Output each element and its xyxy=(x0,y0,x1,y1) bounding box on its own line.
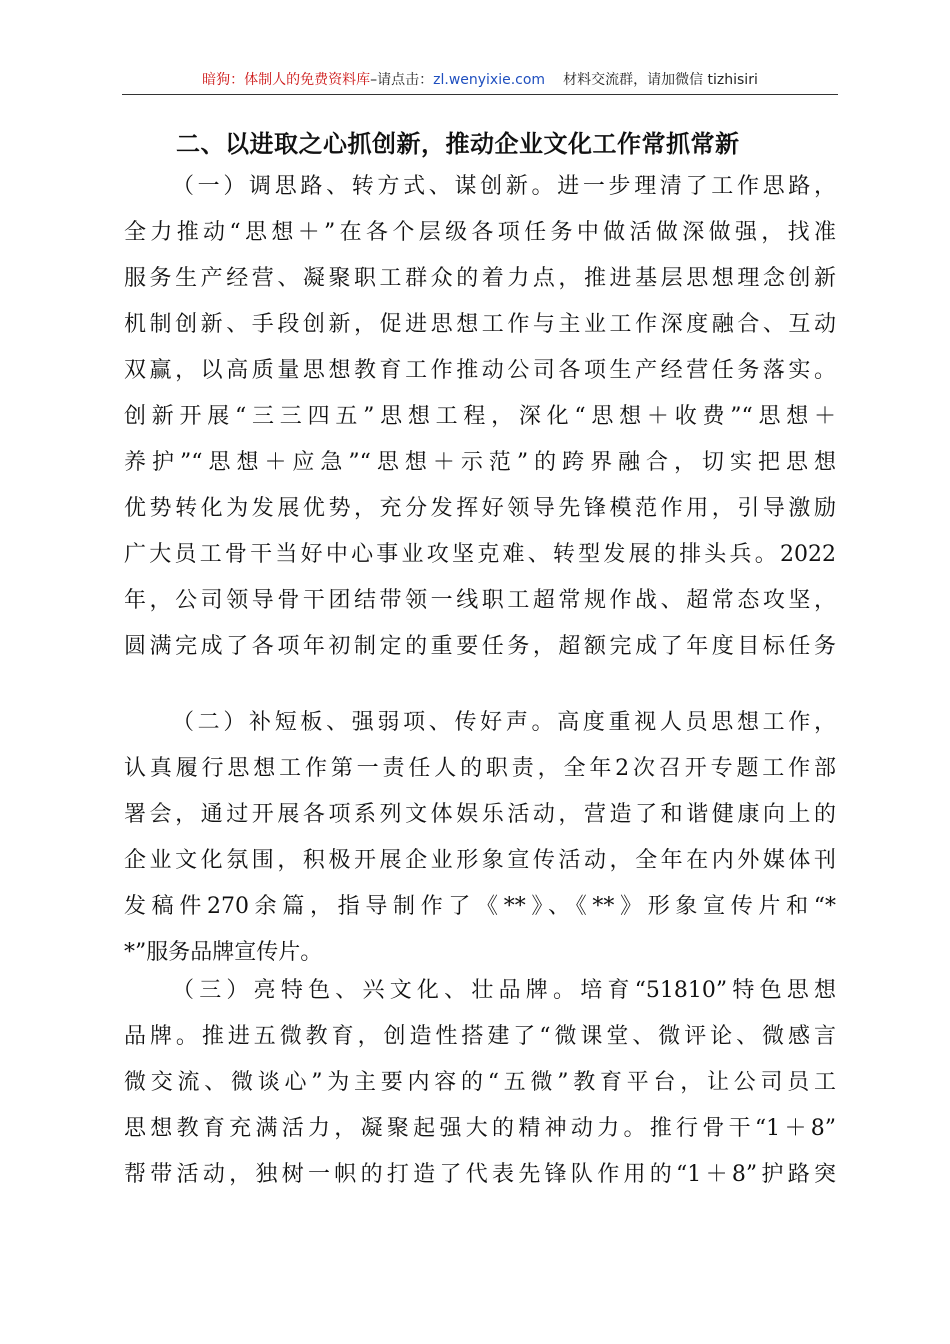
paragraph-line: 服务生产经营、凝聚职工群众的着力点，推进基层思想理念创新 xyxy=(124,266,836,291)
paragraph-line: 创新开展“三三四五”思想工程，深化“思想＋收费”“思想＋ xyxy=(124,404,836,429)
paragraph-line: 圆满完成了各项年初制定的重要任务，超额完成了年度目标任务 xyxy=(124,634,836,659)
paragraph-line: 双赢，以高质量思想教育工作推动公司各项生产经营任务落实。 xyxy=(124,358,836,383)
paragraph-line: 发稿件270余篇，指导制作了《**》、《**》形象宣传片和“* xyxy=(124,894,836,919)
header-contact-note: 材料交流群，请加微信 tizhisiri xyxy=(563,72,758,88)
paragraph-line: 署会，通过开展各项系列文体娱乐活动，营造了和谐健康向上的 xyxy=(124,802,836,827)
paragraph-3 xyxy=(124,968,836,1198)
paragraph-line: *”服务品牌宣传片。 xyxy=(124,940,323,965)
paragraph-line: （一）调思路、转方式、谋创新。进一步理清了工作思路， xyxy=(172,174,836,199)
header-site-name: 暗狗：体制人的免费资料库 xyxy=(202,72,371,88)
paragraph-line: 养护”“思想＋应急”“思想＋示范”的跨界融合，切实把思想 xyxy=(124,450,836,475)
paragraph-line: 企业文化氛围，积极开展企业形象宣传活动，全年在内外媒体刊 xyxy=(124,848,836,873)
paragraph-line: 微交流、微谈心”为主要内容的“五微”教育平台，让公司员工 xyxy=(124,1070,836,1095)
paragraph-line: 年，公司领导骨干团结带领一线职工超常规作战、超常态攻坚， xyxy=(124,588,836,613)
paragraph-line: 帮带活动，独树一帜的打造了代表先锋队作用的“1＋8”护路突 xyxy=(124,1162,836,1187)
paragraph-line: 认真履行思想工作第一责任人的职责，全年2次召开专题工作部 xyxy=(124,756,836,781)
paragraph-line: 品牌。推进五微教育，创造性搭建了“微课堂、微评论、微感言 xyxy=(124,1024,836,1049)
paragraph-2 xyxy=(124,700,836,976)
section-heading: 二、以进取之心抓创新，推动企业文化工作常抓常新 xyxy=(176,130,740,158)
paragraph-line: 全力推动“思想＋”在各个层级各项任务中做活做深做强，找准 xyxy=(124,220,836,245)
page-header xyxy=(122,70,838,95)
paragraph-line: 机制创新、手段创新，促进思想工作与主业工作深度融合、互动 xyxy=(124,312,836,337)
header-url-link[interactable]: zl.wenyixie.com xyxy=(433,72,546,88)
paragraph-1 xyxy=(124,164,836,670)
paragraph-line: 广大员工骨干当好中心事业攻坚克难、转型发展的排头兵。2022 xyxy=(124,542,836,567)
paragraph-line: 思想教育充满活力，凝聚起强大的精神动力。推行骨干“1＋8” xyxy=(124,1116,836,1141)
paragraph-line: （三）亮特色、兴文化、壮品牌。培育“51810”特色思想 xyxy=(172,978,836,1003)
paragraph-line: （二）补短板、强弱项、传好声。高度重视人员思想工作， xyxy=(172,710,836,735)
paragraph-line: 优势转化为发展优势，充分发挥好领导先锋模范作用，引导激励 xyxy=(124,496,836,521)
header-click-prompt: –请点击： xyxy=(370,72,434,88)
